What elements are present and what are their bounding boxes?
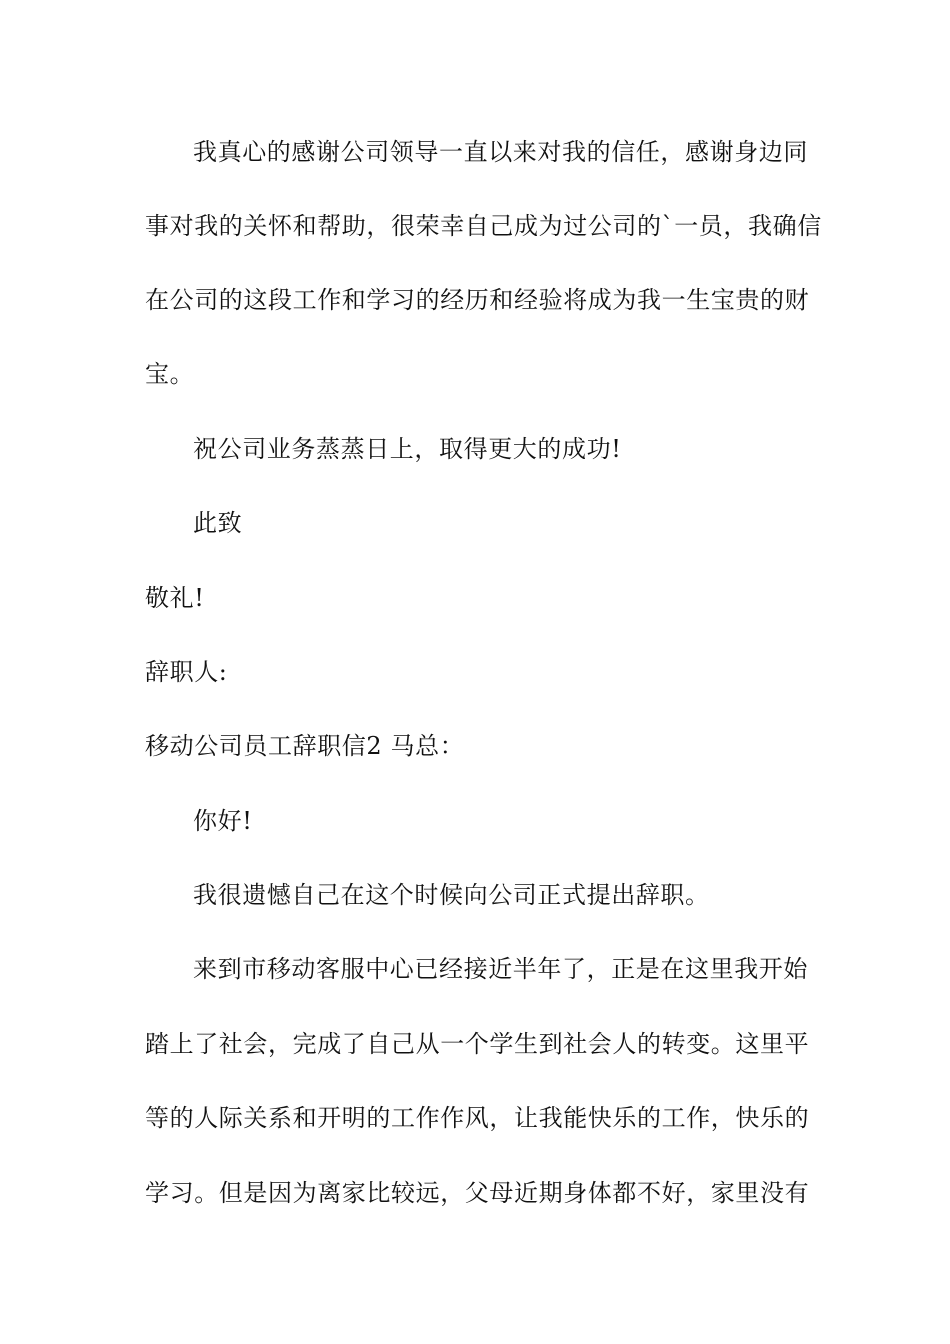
closing-regards: 敬礼!: [145, 584, 205, 612]
paragraph-line: 来到市移动客服中心已经接近半年了，正是在这里我开始: [193, 955, 808, 983]
paragraph-line: 我很遗憾自己在这个时候向公司正式提出辞职。: [193, 881, 710, 909]
paragraph-line: 事对我的关怀和帮助，很荣幸自己成为过公司的`一员，我确信: [145, 212, 822, 240]
letter-heading: 移动公司员工辞职信2 马总：: [145, 732, 465, 760]
paragraph-line: 踏上了社会，完成了自己从一个学生到社会人的转变。这里平: [145, 1030, 810, 1058]
paragraph-line: 学习。但是因为离家比较远，父母近期身体都不好，家里没有: [145, 1179, 810, 1207]
paragraph-line: 在公司的这段工作和学习的经历和经验将成为我一生宝贵的财: [145, 286, 810, 314]
signature-label: 辞职人:: [145, 658, 228, 686]
paragraph-line: 祝公司业务蒸蒸日上，取得更大的成功!: [193, 435, 622, 463]
closing-salutation: 此致: [193, 509, 243, 537]
paragraph-line: 我真心的感谢公司领导一直以来对我的信任，感谢身边同: [193, 138, 808, 166]
paragraph-line: 等的人际关系和开明的工作作风，让我能快乐的工作，快乐的: [145, 1104, 810, 1132]
greeting: 你好!: [193, 807, 253, 835]
paragraph-line: 宝。: [145, 360, 195, 388]
